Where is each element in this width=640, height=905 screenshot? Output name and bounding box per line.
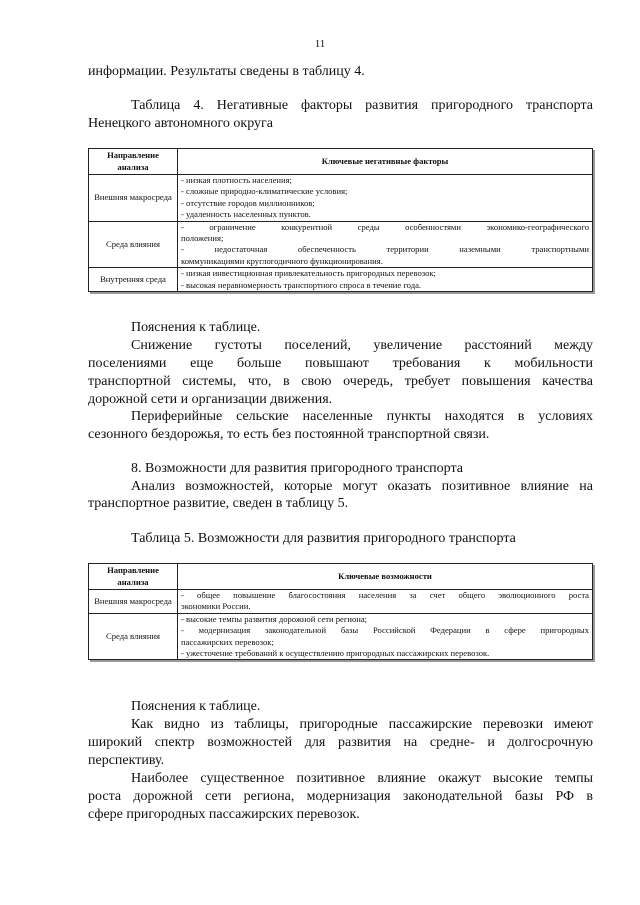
table5-row2-direction: Среда влияния xyxy=(89,613,178,660)
notes2-heading: Пояснения к таблице. xyxy=(131,699,261,714)
list-item: - ужесточение требований к осуществлению пригородных пассажирских перевозок. xyxy=(181,648,490,659)
list-item: - ограничение конкурентной среды особенностями экономико-географического xyxy=(181,221,589,232)
table5-row1-items xyxy=(178,590,593,614)
list-item: - сложные природно-климатические условия; xyxy=(181,186,348,197)
notes1-p1-line4: дорожной сети и организации движения. xyxy=(88,392,333,407)
page-number: 11 xyxy=(314,38,326,50)
table5-row1-direction: Внешняя макросреда xyxy=(89,590,178,614)
table5-row2-items xyxy=(178,613,593,660)
table4-row3-items xyxy=(178,268,593,292)
list-item: - недостаточная обеспеченность территории наземными транспортными xyxy=(181,244,589,255)
table4-row3-direction: Внутренняя среда xyxy=(89,268,178,292)
table4-row1-items xyxy=(178,175,593,222)
section8-line1: Анализ возможностей, которые могут оказать позитивное влияние на xyxy=(131,479,593,494)
table5-caption: Таблица 5. Возможности для развития пригородного транспорта xyxy=(131,531,516,546)
list-item: экономики России. xyxy=(181,601,251,612)
section8-heading: 8. Возможности для развития пригородного транспорта xyxy=(131,461,463,476)
list-item: - модернизация законодательной базы Российской Федерации в сфере пригородных xyxy=(181,625,589,636)
notes2-p2-line3: сфере пригородных пассажирских перевозок. xyxy=(88,807,360,822)
notes2-p1-line2: широкий спектр возможностей для развития на средне- и долгосрочную xyxy=(88,735,593,750)
table5-col-opps: Ключевые возможности xyxy=(178,564,593,590)
table-row xyxy=(89,268,593,292)
table5-header-row xyxy=(89,564,593,590)
notes2-p1-line3: перспективу. xyxy=(88,753,165,768)
table5 xyxy=(88,563,593,660)
table4-caption-line1: Таблица 4. Негативные факторы развития пригородного транспорта xyxy=(131,98,593,113)
table4-row2-items xyxy=(178,221,593,268)
list-item: - низкая плотность населения; xyxy=(181,175,292,185)
list-item: - высокая неравномерность транспортного спроса в течение года. xyxy=(181,279,422,290)
notes2-p2-line2: роста дорожной сети региона, модернизация законодательной базы РФ в xyxy=(88,789,593,804)
notes1-p1-line1: Снижение густоты поселений, увеличение расстояний между xyxy=(131,338,593,353)
notes1-p2-line1: Периферийные сельские населенные пункты находятся в условиях xyxy=(131,409,593,424)
table-row xyxy=(89,175,593,222)
table4-row2-direction: Среда влияния xyxy=(89,221,178,268)
notes2-p2-line1: Наиболее существенное позитивное влияние окажут высокие темпы xyxy=(131,771,593,786)
table-row xyxy=(89,590,593,614)
table4-caption-line2: Ненецкого автономного округа xyxy=(88,116,273,131)
table4-col-direction: Направление анализа xyxy=(89,149,178,175)
list-item: пассажирских перевозок; xyxy=(181,636,274,647)
notes1-p1-line3: транспортной системы, что, в свою очередь, требует повышения качества xyxy=(88,374,593,389)
notes1-p1-line2: поселениями еще больше повышают требования к мобильности xyxy=(88,356,593,371)
table4-row1-direction: Внешняя макросреда xyxy=(89,175,178,222)
intro-line: информации. Результаты сведены в таблицу 4. xyxy=(88,64,365,79)
list-item: - низкая инвестиционная привлекательность пригородных перевозок; xyxy=(181,268,436,279)
list-item: - общее повышение благосостояния населения за счет общего эволюционного роста xyxy=(181,590,589,600)
notes1-heading: Пояснения к таблице. xyxy=(131,320,261,335)
table-row xyxy=(89,613,593,660)
table4 xyxy=(88,148,593,292)
list-item: коммуникациями круглогодичного функционирования. xyxy=(181,255,383,266)
table-row xyxy=(89,221,593,268)
section8-line2: транспортное развитие, сведен в таблицу 5. xyxy=(88,496,349,511)
list-item: положения; xyxy=(181,233,224,244)
list-item: - отсутствие городов миллионников; xyxy=(181,197,315,208)
list-item: - удаленность населенных пунктов. xyxy=(181,209,311,220)
table4-col-factors: Ключевые негативные факторы xyxy=(178,149,593,175)
list-item: - высокие темпы развития дорожной сети региона; xyxy=(181,613,368,624)
notes2-p1-line1: Как видно из таблицы, пригородные пассажирские перевозки имеют xyxy=(131,717,593,732)
table4-header-row xyxy=(89,149,593,175)
table5-col-direction: Направление анализа xyxy=(89,564,178,590)
notes1-p2-line2: сезонного бездорожья, то есть без постоянной транспортной связи. xyxy=(88,427,490,442)
